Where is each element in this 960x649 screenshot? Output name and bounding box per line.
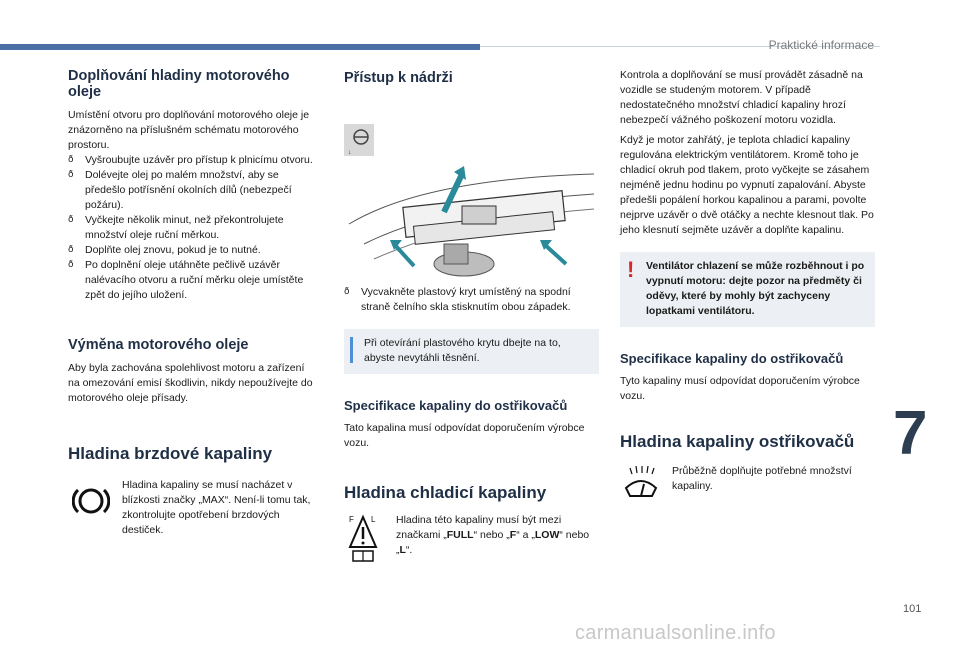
brake-fluid-row [68,478,318,542]
tank-step: ð Vycvakněte plastový kryt umístěný na spodní straně čelního skla stisknutím obou západek. [344,285,599,315]
svg-text:L: L [371,515,376,524]
warning-icon: ! [627,257,635,282]
brake-fluid-text: Hladina kapaliny se musí nacházet v blízkosti značky „MAX“. Není-li tomu tak, zkontrolujte opotřebení brzdových destiček. [122,479,311,536]
header-accent-bar [0,44,480,50]
fan-warning-box [620,252,875,327]
coolant-icon [346,513,380,568]
column-right [620,60,875,514]
coolant-text: Hladina této kapaliny musí být mezi značkami „FULL“ nebo „F“ a „LOW“ nebo „L“. [396,514,590,556]
coolant-row [344,513,599,573]
brake-fluid-heading: Hladina brzdové kapaliny [68,444,273,463]
washer-spec-text-middle: Tato kapalina musí odpovídat doporučením výrobce vozu. [344,422,585,449]
brake-fluid-icon [72,482,110,525]
washer-level-heading: Hladina kapaliny ostřikovačů [620,432,855,451]
washer-spec-text-right: Tyto kapaliny musí odpovídat doporučením výrobce vozu. [620,375,860,402]
washer-spec-heading-middle: Specifikace kapaliny do ostřikovačů [344,398,568,413]
svg-text:↓: ↓ [348,149,352,156]
coolant-check-text: Kontrola a doplňování se musí provádět zásadně na vozidle se studeným motorem. V případě nedostatečného množství chladicí kapaliny hrozí nebezpečí vážného poškození motoru vozidla. [620,69,863,126]
coolant-heading: Hladina chladicí kapaliny [344,483,547,502]
svg-text:F: F [349,515,354,524]
oil-fill-steps [68,153,318,303]
chapter-number: 7 [893,399,928,468]
section-title: Praktické informace [768,38,874,52]
page-number: 101 [903,603,922,615]
list-item: ð Doplňte olej znovu, pokud je to nutné. [68,243,318,258]
fan-warning-text: Ventilátor chlazení se může rozběhnout i po vypnutí motoru: dejte pozor na předměty či oděvy, které by mohly být zachyceny lopatkami ventilátoru. [646,260,865,317]
coolant-hot-text: Když je motor zahřátý, je teplota chladicí kapaliny regulována elektrickým ventilátorem. Kromě toho je chladicí okruh pod tlakem, proto vyčkejte se zásahem nejméně jednu hodinu po vypnutí zapalování. Abyste předešli popálení horkou kapalinou a parami, povolte nejprve uzávěr o dvě otáčky a nechte klesnout tlak. Po jeho klesnutí sejměte uzávěr a doplňte kapalinu. [620,134,874,236]
list-item: ð Dolévejte olej po malém množství, aby se předešlo potřísnění okolních dílů (nebezpečí požáru). [68,168,318,213]
tank-access-heading: Přístup k nádrži [344,70,453,86]
list-item: ð Vyšroubujte uzávěr pro přístup k plnicímu otvoru. [68,153,318,168]
tank-info-box [344,329,599,374]
tank-diagram [344,94,599,279]
list-item: ð Vyčkejte několik minut, než překontrolujete množství oleje ruční měrkou. [68,213,318,243]
washer-fluid-icon [622,464,660,505]
column-left [68,60,318,542]
list-item: ð Po doplnění oleje utáhněte pečlivě uzávěr nalévacího otvoru a ruční měrku oleje umístěte zpět do jejího uložení. [68,258,318,303]
column-middle [344,60,599,573]
washer-spec-heading-right: Specifikace kapaliny do ostřikovačů [620,351,844,366]
oil-fill-intro: Umístění otvoru pro doplňování motorového oleje je znázorněno na příslušném schématu motorového prostoru. [68,109,310,151]
washer-level-text: Průběžně doplňujte potřebné množství kapaliny. [672,465,852,492]
washer-level-row [620,464,875,514]
info-icon [350,337,353,363]
oil-change-text: Aby byla zachována spolehlivost motoru a zařízení na omezování emisí škodlivin, nikdy nepoužívejte do motorového oleje přísady. [68,362,313,404]
watermark: carmanualsonline.info [575,622,776,644]
oil-fill-heading: Doplňování hladiny motorového oleje [68,68,290,100]
tank-info-text: Při otevírání plastového krytu dbejte na to, abyste nevytáhli těsnění. [364,337,561,364]
oil-change-heading: Výměna motorového oleje [68,337,249,353]
